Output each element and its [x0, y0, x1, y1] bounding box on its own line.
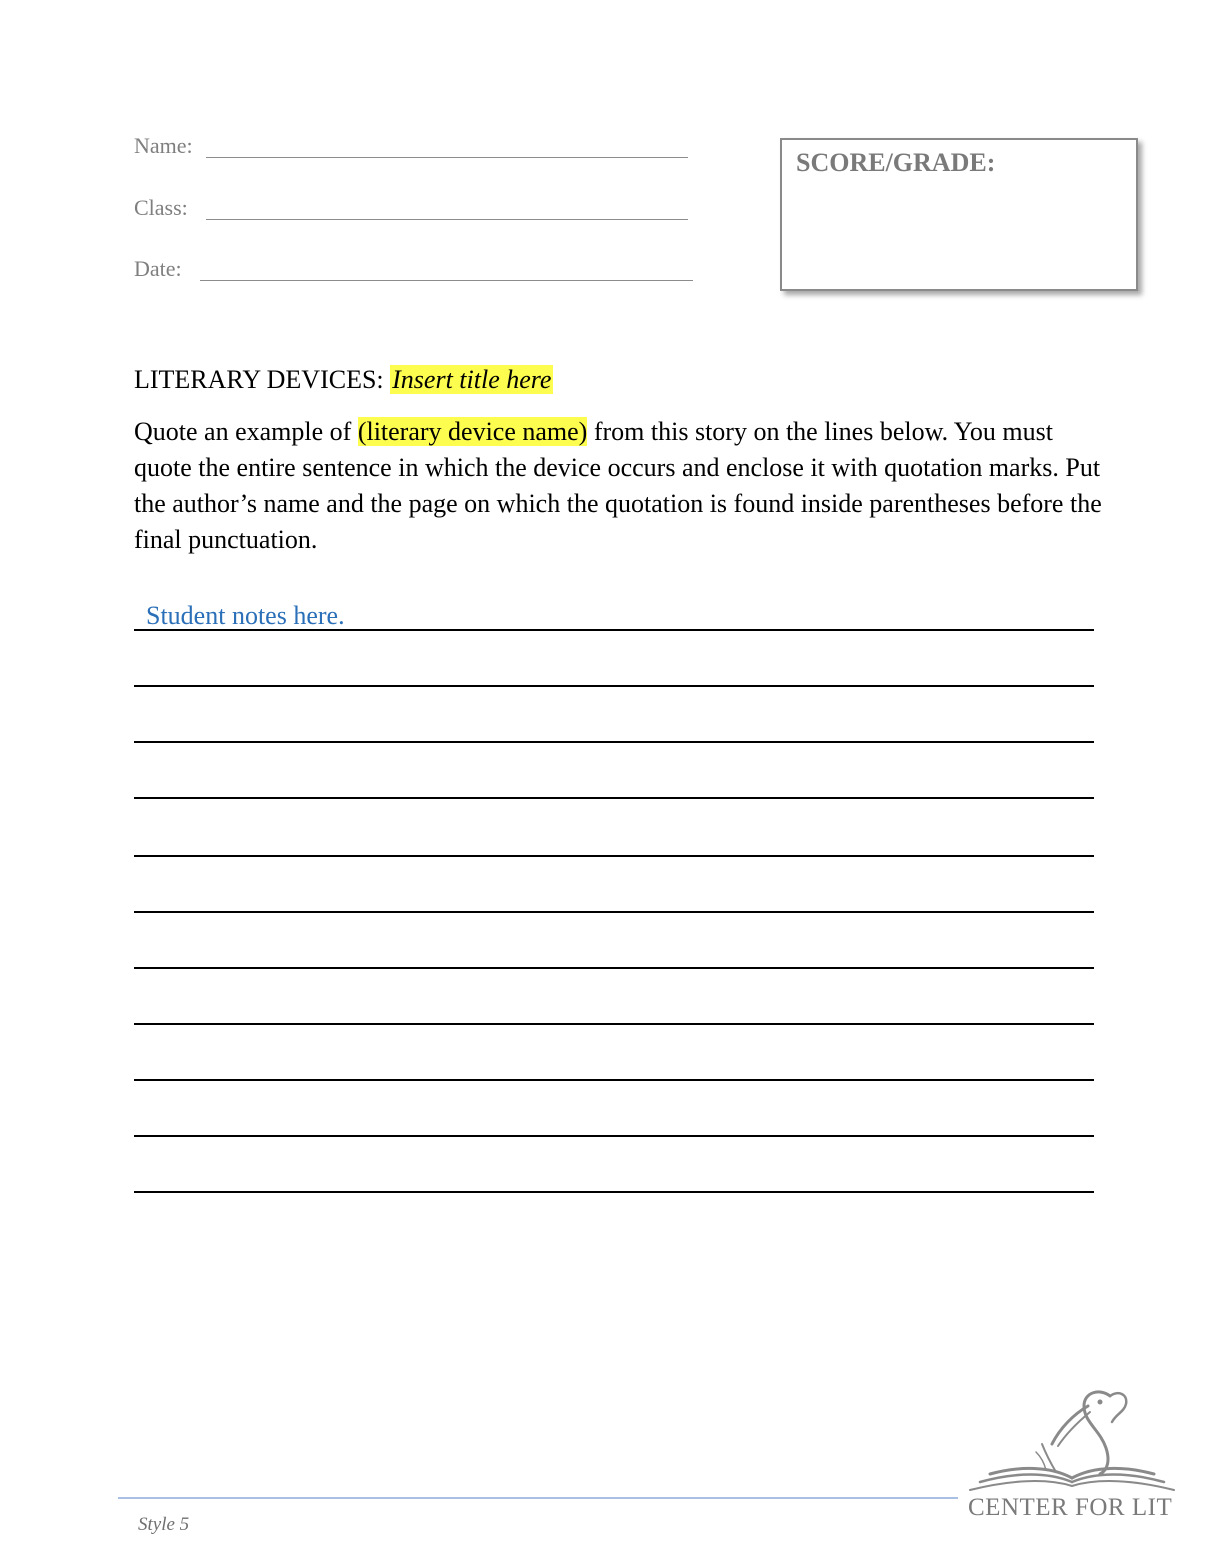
style-label: Style 5 [138, 1514, 190, 1535]
answer-line[interactable] [134, 911, 1094, 913]
name-input-line[interactable] [206, 157, 688, 158]
answer-line[interactable] [134, 967, 1094, 969]
logo-text: CENTER FOR LIT [968, 1494, 1173, 1521]
student-notes-text[interactable]: Student notes here. [146, 601, 345, 630]
answer-line[interactable] [134, 855, 1094, 857]
answer-line[interactable] [134, 1191, 1094, 1193]
answer-line[interactable] [134, 1079, 1094, 1081]
title-placeholder[interactable]: Insert title here [392, 365, 552, 394]
answer-line[interactable] [134, 629, 1094, 631]
answer-line[interactable] [134, 741, 1094, 743]
page-title [134, 365, 553, 395]
center-for-lit-logo [960, 1382, 1184, 1532]
pelican-book-icon [960, 1382, 1184, 1494]
name-label: Name: [134, 133, 193, 158]
class-label: Class: [134, 195, 188, 220]
answer-line[interactable] [134, 797, 1094, 799]
instructions-paragraph [134, 414, 1109, 558]
device-name-placeholder[interactable]: (literary device name) [357, 417, 588, 446]
answer-line[interactable] [134, 1023, 1094, 1025]
class-input-line[interactable] [206, 219, 688, 220]
date-input-line[interactable] [200, 280, 693, 281]
answer-line[interactable] [134, 1135, 1094, 1137]
footer-divider [118, 1497, 958, 1499]
heading-prefix: LITERARY DEVICES: [134, 365, 384, 394]
answer-line[interactable] [134, 685, 1094, 687]
date-label: Date: [134, 256, 182, 281]
score-grade-label: SCORE/GRADE: [796, 148, 996, 177]
score-grade-box [780, 138, 1138, 291]
instructions-part-2: from this story on the lines below. You must quote the entire sentence in which the device occurs and enclose it with quotation marks. Put the author’s name and the page on which the quotation is found inside parentheses before the final punctuation. [134, 417, 1102, 554]
instructions-part-1: Quote an example of [134, 417, 358, 446]
